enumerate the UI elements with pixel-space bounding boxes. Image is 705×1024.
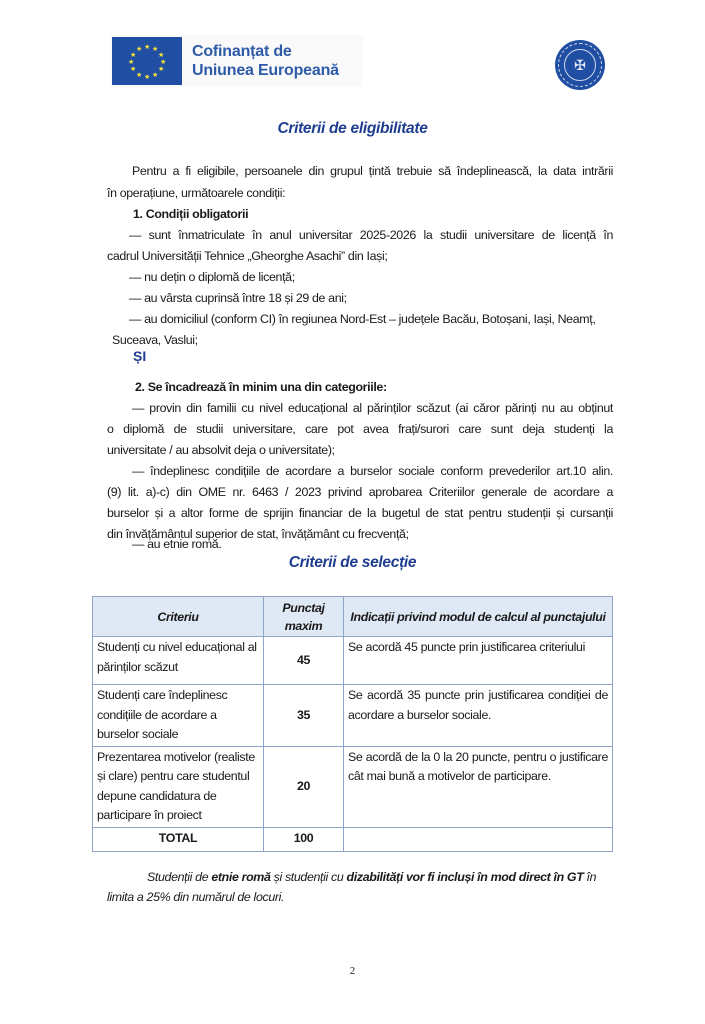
total-label: TOTAL [93, 827, 264, 851]
coat-of-arms-icon: ✠ [564, 49, 596, 81]
note-bold-1: etnie romă [211, 870, 271, 884]
mandatory-item-1-line-2: cadrul Universității Tehnice „Gheorghe Asachi” din Iași; [107, 249, 388, 263]
row-3-punctaj: 20 [264, 746, 344, 827]
eu-logo-line1: Cofinanțat de [192, 43, 292, 60]
note-text-3: în [583, 870, 597, 884]
mandatory-heading: 1. Condiții obligatorii [133, 207, 249, 221]
note-text-1: Studenții de [147, 870, 212, 884]
total-note [344, 827, 613, 851]
row-3-indicatii: Se acordă de la 0 la 20 puncte, pentru o justificare cât mai bună a motivelor de participare. [344, 746, 613, 827]
eu-flag-icon: ★ ★ ★ ★ ★ ★ ★ ★ ★ ★ ★ ★ [112, 37, 182, 85]
mandatory-item-4-line-2: Suceava, Vaslui; [112, 333, 198, 347]
intro-line-2: în operațiune, următoarele condiții: [107, 186, 286, 200]
selection-criteria-table [92, 596, 613, 852]
table-row [93, 637, 613, 685]
seal-ring [558, 43, 602, 87]
category-item-1-line-1: — provin din familii cu nivel educațional al părinților scăzut (ai căror părinți nu au obținut [132, 401, 613, 415]
eu-logo-text [192, 42, 339, 80]
row-2-punctaj: 35 [264, 685, 344, 747]
mandatory-item-4-line-1: — au domiciliul (conform CI) în regiunea Nord-Est – județele Bacău, Botoșani, Iași, Neamț, [129, 312, 596, 326]
total-value: 100 [264, 827, 344, 851]
mandatory-item-1-line-1: — sunt înmatriculate în anul universitar 2025-2026 la studii universitare de licență în [129, 228, 613, 242]
mandatory-item-2: — nu dețin o diplomă de licență; [129, 270, 295, 284]
row-3-criteriu: Prezentarea motivelor (realiste și clare) pentru care studentul depune candidatura de participare în proiect [93, 746, 264, 827]
eu-cofinancing-logo [110, 35, 363, 87]
mandatory-item-3: — au vârsta cuprinsă între 18 și 29 de ani; [129, 291, 347, 305]
header-criteriu: Criteriu [93, 597, 264, 637]
selection-title: Criterii de selecție [288, 554, 417, 571]
eu-logo-line2: Uniunea Europeană [192, 62, 339, 79]
header-punctaj: Punctaj maxim [264, 597, 344, 637]
note-line-2: limita a 25% din numărul de locuri. [107, 890, 285, 904]
row-1-punctaj: 45 [264, 637, 344, 685]
category-item-1-line-3: universitate / au absolvit deja o universitate); [107, 443, 335, 457]
category-item-2-line-2: (9) lit. a)-c) din OME nr. 6463 / 2023 privind aprobarea Criteriilor generale de acordare a [107, 485, 613, 499]
table-total-row [93, 827, 613, 851]
note-line-1 [147, 870, 596, 884]
table-row [93, 746, 613, 827]
category-item-2-line-4: din învățământul superior de stat, învățământ cu frecvență; [107, 527, 409, 541]
intro-line-1: Pentru a fi eligibile, persoanele din grupul țintă trebuie să îndeplinească, la data intrării [132, 164, 613, 178]
and-label: ȘI [133, 348, 147, 364]
header-indicatii: Indicații privind modul de calcul al punctajului [344, 597, 613, 637]
category-item-2-line-3: burselor și a altor forme de sprijin financiar de la bugetul de stat pentru studenții și cursanții [107, 506, 613, 520]
row-2-criteriu: Studenți care îndeplinesc condițiile de acordare a burselor sociale [93, 685, 264, 747]
note-bold-2: dizabilități vor fi incluși în mod direct în GT [346, 870, 584, 884]
row-1-criteriu: Studenți cu nivel educațional al părinților scăzut [93, 637, 264, 685]
page-number: 2 [349, 965, 356, 977]
note-text-2: și studenții cu [270, 870, 347, 884]
romanian-government-seal-icon [555, 40, 605, 90]
category-item-3: — au etnie romă. [132, 537, 222, 551]
category-item-1-line-2: o diplomă de studii universitare, care pot avea frați/surori care sunt deja studenți la [107, 422, 613, 436]
table-header-row [93, 597, 613, 637]
row-2-indicatii: Se acordă 35 puncte prin justificarea condiției de acordare a burselor sociale. [344, 685, 613, 747]
table-row [93, 685, 613, 747]
category-heading: 2. Se încadrează în minim una din categoriile: [135, 380, 387, 394]
eligibility-title: Criterii de eligibilitate [277, 120, 428, 137]
row-1-indicatii: Se acordă 45 puncte prin justificarea criteriului [344, 637, 613, 685]
category-item-2-line-1: — îndeplinesc condițiile de acordare a burselor sociale conform prevederilor art.10 alin. [132, 464, 613, 478]
